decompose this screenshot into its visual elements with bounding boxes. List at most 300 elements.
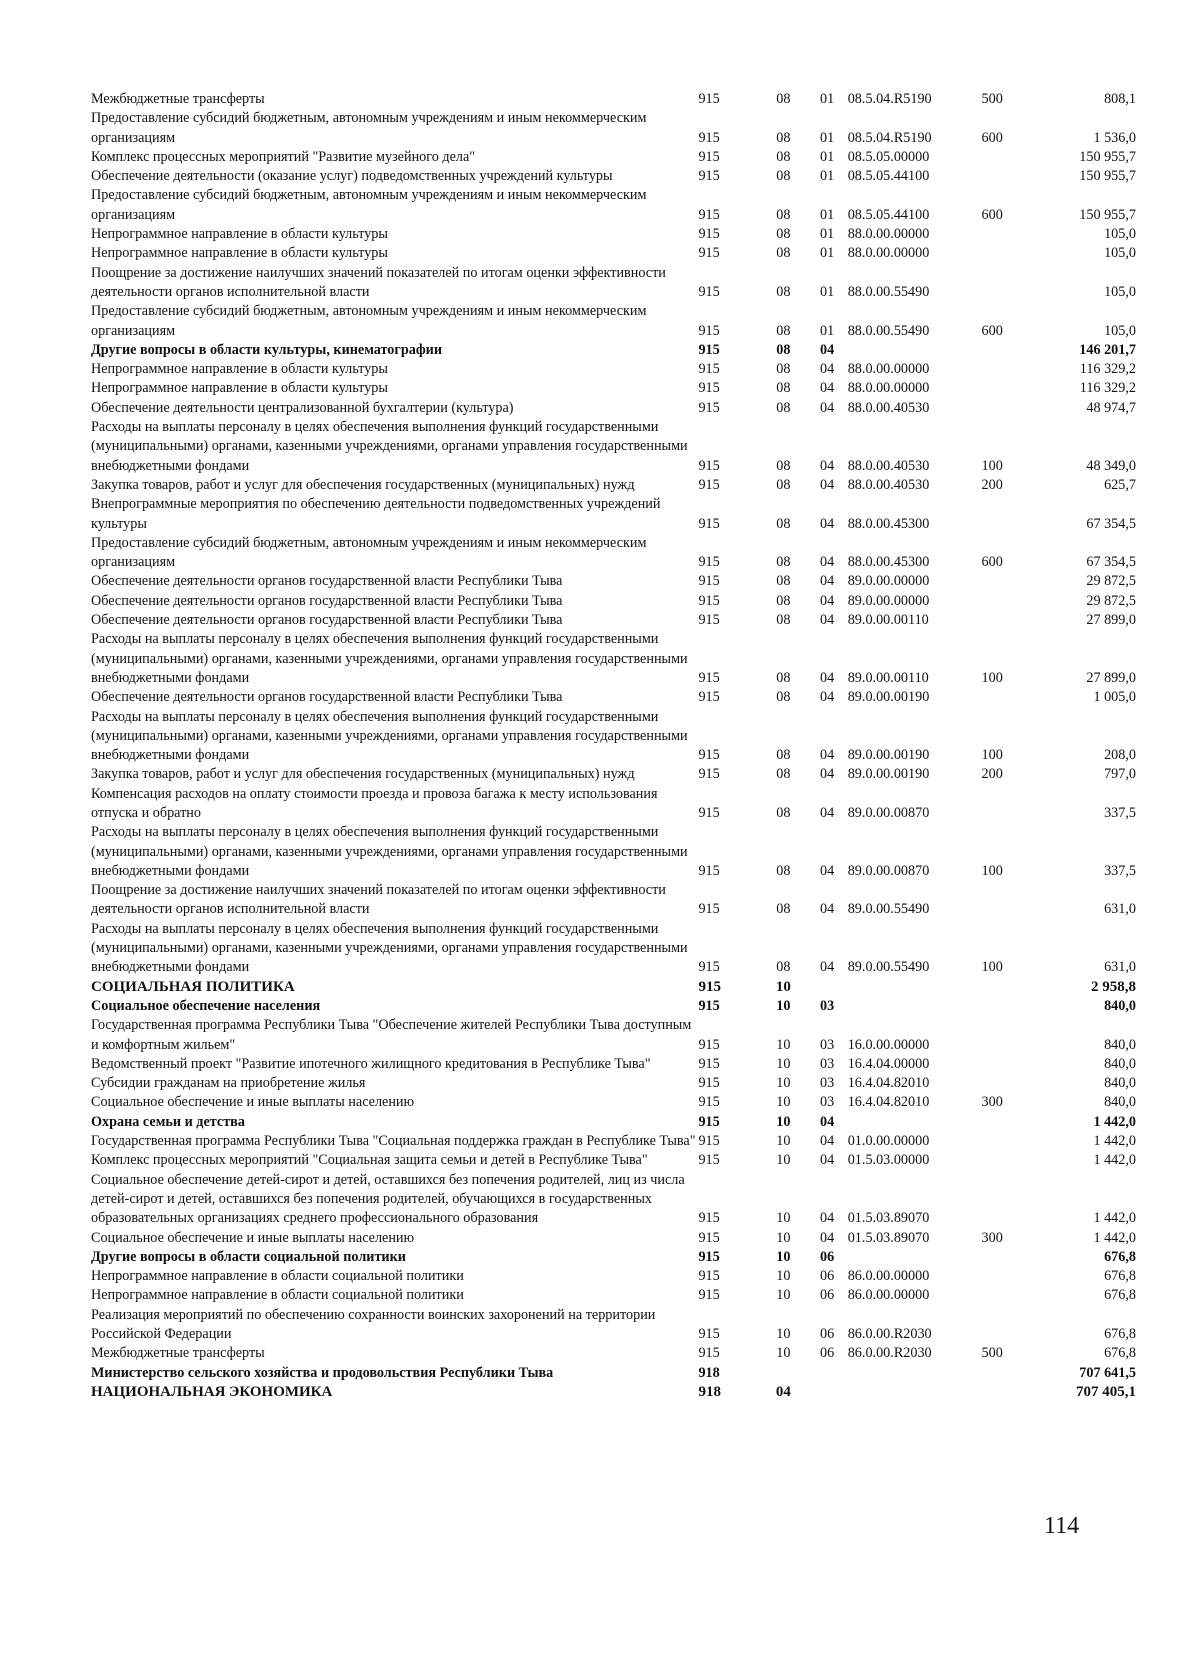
table-row — [91, 572, 1136, 591]
row-name: Непрограммное направление в области культуры — [91, 380, 388, 397]
row-section-code: 10 — [776, 1152, 791, 1169]
row-expense-type-code — [982, 572, 1036, 591]
row-expense-type-code — [982, 1267, 1036, 1286]
row-subsection-code: 04 — [820, 361, 835, 378]
row-subsection-code: 01 — [820, 226, 835, 243]
row-name: Субсидии гражданам на приобретение жилья — [91, 1075, 366, 1092]
row-section-code: 08 — [776, 573, 791, 590]
table-row — [91, 1267, 1136, 1286]
row-expense-type-code: 600 — [981, 129, 1003, 146]
row-grbs-code: 915 — [698, 476, 720, 493]
row-subsection-code: 01 — [820, 245, 835, 262]
row-name: Межбюджетные трансферты — [91, 91, 265, 107]
row-name: Обеспечение деятельности централизованной бухгалтерии (культура) — [91, 399, 514, 416]
row-section-code: 10 — [776, 1055, 791, 1072]
row-target-article-code: 89.0.00.00000 — [847, 592, 930, 609]
row-target-article-code — [848, 1383, 982, 1402]
table-row — [91, 1286, 1136, 1305]
row-name: Непрограммное направление в области культуры — [91, 226, 388, 243]
row-name: Поощрение за достижение наилучших значений показателей по итогам оценки эффективности деятельности органов исполнительной власти — [91, 882, 666, 918]
row-subsection-code: 04 — [820, 959, 835, 976]
row-subsection-code: 03 — [820, 1094, 835, 1111]
table-row — [91, 1016, 1136, 1055]
row-name: Обеспечение деятельности органов государственной власти Республики Тыва — [91, 612, 563, 629]
row-section-code: 10 — [776, 1075, 791, 1092]
row-subsection-code: 04 — [820, 1133, 835, 1150]
row-amount: 707 405,1 — [1076, 1383, 1136, 1400]
row-expense-type-code — [982, 1383, 1036, 1402]
row-amount: 337,5 — [1104, 862, 1136, 879]
row-grbs-code: 915 — [698, 554, 720, 571]
table-row — [91, 630, 1136, 688]
row-grbs-code: 915 — [698, 1152, 720, 1169]
table-row — [91, 148, 1136, 167]
table-row — [91, 302, 1136, 341]
budget-table-body — [91, 90, 1136, 1402]
row-name: Закупка товаров, работ и услуг для обеспечения государственных (муниципальных) нужд — [91, 766, 635, 783]
row-section-code: 08 — [776, 476, 791, 493]
row-name: Закупка товаров, работ и услуг для обеспечения государственных (муниципальных) нужд — [91, 476, 635, 493]
row-expense-type-code: 300 — [981, 1094, 1003, 1111]
row-section-code: 08 — [776, 554, 791, 571]
row-expense-type-code: 100 — [981, 669, 1003, 686]
table-row — [91, 592, 1136, 611]
row-subsection-code: 03 — [820, 1075, 835, 1092]
row-grbs-code: 915 — [698, 689, 720, 706]
row-name: Предоставление субсидий бюджетным, автономным учреждениям и иным некоммерческим организациям — [91, 187, 647, 223]
table-row — [91, 90, 1136, 109]
row-target-article-code: 01.5.03.89070 — [847, 1210, 930, 1227]
row-name: Непрограммное направление в области социальной политики — [91, 1268, 464, 1285]
table-row — [91, 360, 1136, 379]
row-amount: 150 955,7 — [1079, 168, 1136, 185]
row-amount: 676,8 — [1104, 1248, 1136, 1265]
row-amount: 67 354,5 — [1086, 515, 1136, 532]
row-subsection-code: 06 — [820, 1287, 835, 1304]
row-expense-type-code: 100 — [981, 457, 1003, 474]
row-name: Обеспечение деятельности (оказание услуг) подведомственных учреждений культуры — [91, 168, 613, 185]
table-row — [91, 1055, 1136, 1074]
table-row — [91, 1364, 1136, 1383]
row-name: Ведомственный проект "Развитие ипотечного жилищного кредитования в Республике Тыва" — [91, 1055, 651, 1072]
row-subsection-code — [807, 1383, 848, 1402]
row-subsection-code: 01 — [820, 91, 835, 107]
row-amount: 840,0 — [1104, 1075, 1136, 1092]
table-row — [91, 109, 1136, 148]
row-section-code: 10 — [776, 1113, 791, 1130]
table-row — [91, 785, 1136, 824]
row-grbs-code: 915 — [698, 206, 720, 223]
row-name: Обеспечение деятельности органов государственной власти Республики Тыва — [91, 592, 563, 609]
row-subsection-code: 04 — [820, 901, 835, 918]
row-grbs-code: 918 — [698, 1364, 720, 1381]
row-grbs-code: 915 — [698, 901, 720, 918]
row-grbs-code: 915 — [698, 1133, 720, 1150]
row-grbs-code: 915 — [698, 612, 720, 629]
row-grbs-code: 915 — [698, 804, 720, 821]
row-grbs-code: 915 — [698, 148, 720, 165]
row-grbs-code: 915 — [698, 1210, 720, 1227]
row-subsection-code: 04 — [820, 1210, 835, 1227]
row-amount: 1 442,0 — [1093, 1152, 1136, 1169]
row-expense-type-code — [982, 341, 1036, 360]
row-expense-type-code — [982, 1151, 1036, 1170]
row-grbs-code: 915 — [698, 766, 720, 783]
row-target-article-code: 88.0.00.55490 — [847, 322, 930, 339]
row-amount: 840,0 — [1104, 1094, 1136, 1111]
row-grbs-code: 915 — [698, 91, 720, 107]
row-name: Другие вопросы в области социальной политики — [91, 1248, 406, 1265]
table-row — [91, 1074, 1136, 1093]
table-row — [91, 1132, 1136, 1151]
row-name: Министерство сельского хозяйства и продовольствия Республики Тыва — [91, 1364, 554, 1381]
table-row — [91, 1306, 1136, 1345]
row-grbs-code: 915 — [698, 1248, 720, 1265]
row-name: Расходы на выплаты персоналу в целях обеспечения выполнения функций государственными (муниципальными) органами, казенными учреждениями, органами управления государственными внебюджетными фондами — [91, 708, 688, 764]
row-section-code: 08 — [776, 91, 791, 107]
row-target-article-code: 89.0.00.00870 — [847, 804, 930, 821]
row-expense-type-code — [982, 1286, 1036, 1305]
table-row — [91, 1229, 1136, 1248]
row-target-article-code: 88.0.00.40530 — [847, 457, 930, 474]
row-name: Комплекс процессных мероприятий "Социальная защита семьи и детей в Республике Тыва" — [91, 1152, 648, 1169]
row-section-code: 10 — [776, 997, 791, 1014]
row-amount: 105,0 — [1104, 245, 1136, 262]
row-subsection-code: 01 — [820, 322, 835, 339]
row-amount: 1 442,0 — [1093, 1113, 1136, 1130]
row-name: СОЦИАЛЬНАЯ ПОЛИТИКА — [91, 978, 295, 995]
row-grbs-code: 915 — [698, 399, 720, 416]
row-amount: 116 329,2 — [1079, 361, 1136, 378]
row-grbs-code: 915 — [698, 1326, 720, 1342]
row-grbs-code: 915 — [698, 322, 720, 339]
row-section-code: 08 — [776, 129, 791, 146]
row-name: НАЦИОНАЛЬНАЯ ЭКОНОМИКА — [91, 1383, 333, 1400]
row-grbs-code: 915 — [698, 1229, 720, 1246]
row-target-article-code: 08.5.05.44100 — [847, 168, 930, 185]
row-amount: 676,8 — [1104, 1287, 1136, 1304]
row-grbs-code: 915 — [698, 592, 720, 609]
row-amount: 2 958,8 — [1091, 978, 1136, 995]
table-row — [91, 186, 1136, 225]
table-row — [91, 1248, 1136, 1267]
row-amount: 676,8 — [1104, 1268, 1136, 1285]
row-grbs-code: 915 — [698, 226, 720, 243]
table-row — [91, 1093, 1136, 1112]
row-target-article-code — [848, 1364, 982, 1383]
row-subsection-code: 01 — [820, 129, 835, 146]
row-grbs-code: 915 — [698, 515, 720, 532]
row-expense-type-code — [982, 1113, 1036, 1132]
row-grbs-code: 915 — [698, 959, 720, 976]
row-name: Межбюджетные трансферты — [91, 1345, 265, 1362]
row-section-code: 10 — [776, 1287, 791, 1304]
row-section-code: 10 — [776, 1248, 791, 1265]
row-amount: 337,5 — [1104, 804, 1136, 821]
table-row — [91, 1171, 1136, 1229]
row-section-code: 08 — [776, 168, 791, 185]
row-name: Внепрограммные мероприятия по обеспечению деятельности подведомственных учреждений культуры — [91, 496, 661, 532]
row-section-code: 08 — [776, 380, 791, 397]
row-amount: 116 329,2 — [1079, 380, 1136, 397]
row-name: Реализация мероприятий по обеспечению сохранности воинских захоронений на территории Российской Федерации — [91, 1306, 656, 1342]
row-amount: 105,0 — [1104, 226, 1136, 243]
row-grbs-code: 915 — [698, 997, 720, 1014]
row-grbs-code: 918 — [698, 1383, 721, 1400]
row-grbs-code: 915 — [698, 1287, 720, 1304]
row-subsection-code: 04 — [820, 1152, 835, 1169]
row-grbs-code: 915 — [698, 862, 720, 879]
table-row — [91, 341, 1136, 360]
row-amount: 150 955,7 — [1079, 148, 1136, 165]
row-expense-type-code — [982, 1364, 1036, 1383]
row-expense-type-code — [982, 1306, 1036, 1345]
row-expense-type-code — [982, 1055, 1036, 1074]
row-target-article-code: 89.0.00.00000 — [847, 573, 930, 590]
row-subsection-code: 06 — [820, 1326, 835, 1342]
row-grbs-code: 915 — [698, 361, 720, 378]
row-section-code: 08 — [776, 901, 791, 918]
row-amount: 676,8 — [1104, 1345, 1136, 1362]
row-expense-type-code — [982, 1171, 1036, 1229]
row-subsection-code: 04 — [820, 747, 835, 764]
row-amount: 707 641,5 — [1079, 1364, 1136, 1381]
row-target-article-code: 08.5.04.R5190 — [847, 129, 932, 146]
row-section-code: 10 — [776, 1133, 791, 1150]
row-name: Непрограммное направление в области культуры — [91, 361, 388, 378]
row-target-article-code: 89.0.00.00190 — [847, 747, 930, 764]
row-grbs-code: 915 — [698, 1113, 720, 1130]
row-target-article-code: 88.0.00.40530 — [847, 399, 930, 416]
row-expense-type-code — [982, 688, 1036, 707]
row-section-code — [760, 1364, 806, 1383]
row-expense-type-code — [982, 1016, 1036, 1055]
row-section-code: 08 — [776, 322, 791, 339]
row-target-article-code — [848, 1113, 982, 1132]
row-expense-type-code — [982, 592, 1036, 611]
row-subsection-code: 04 — [820, 689, 835, 706]
row-expense-type-code: 500 — [981, 1345, 1003, 1362]
row-target-article-code: 08.5.05.44100 — [847, 206, 930, 223]
row-subsection-code: 04 — [820, 476, 835, 493]
row-section-code: 10 — [776, 1268, 791, 1285]
row-name: Социальное обеспечение населения — [91, 997, 321, 1014]
row-grbs-code: 915 — [698, 747, 720, 764]
row-amount: 67 354,5 — [1086, 554, 1136, 571]
row-expense-type-code: 600 — [981, 322, 1003, 339]
row-section-code: 08 — [776, 766, 791, 783]
row-amount: 631,0 — [1104, 901, 1136, 918]
row-target-article-code: 01.5.03.00000 — [847, 1152, 930, 1169]
row-target-article-code: 89.0.00.00190 — [847, 766, 930, 783]
row-section-code: 08 — [776, 959, 791, 976]
row-grbs-code: 915 — [698, 245, 720, 262]
row-grbs-code: 915 — [698, 380, 720, 397]
row-subsection-code: 04 — [820, 804, 835, 821]
row-amount: 1 442,0 — [1093, 1229, 1136, 1246]
row-expense-type-code — [982, 1248, 1036, 1267]
row-name: Социальное обеспечение детей-сирот и детей, оставшихся без попечения родителей, лиц из числа детей-сирот и детей, оставшихся без попечения родителей, обучающихся в государственных образовательных организациях среднего профессионального образования — [91, 1171, 685, 1227]
row-amount: 1 442,0 — [1093, 1210, 1136, 1227]
row-section-code: 08 — [776, 361, 791, 378]
row-subsection-code: 04 — [820, 341, 835, 358]
row-expense-type-code — [982, 1132, 1036, 1151]
table-row — [91, 418, 1136, 476]
row-section-code: 08 — [776, 612, 791, 629]
row-section-code: 08 — [776, 283, 791, 300]
table-row — [91, 379, 1136, 398]
row-target-article-code: 88.0.00.45300 — [847, 515, 930, 532]
row-subsection-code: 01 — [820, 168, 835, 185]
row-name: Социальное обеспечение и иные выплаты населению — [91, 1229, 415, 1246]
row-subsection-code: 04 — [820, 592, 835, 609]
row-name: Охрана семьи и детства — [91, 1113, 245, 1130]
row-section-code: 10 — [776, 1229, 791, 1246]
row-expense-type-code — [982, 611, 1036, 630]
row-grbs-code: 915 — [698, 1268, 720, 1285]
row-name: Государственная программа Республики Тыва "Социальная поддержка граждан в Республике Тыва" — [91, 1133, 696, 1150]
table-row — [91, 1151, 1136, 1170]
row-subsection-code: 06 — [820, 1345, 835, 1362]
table-row — [91, 1383, 1136, 1402]
row-name: Расходы на выплаты персоналу в целях обеспечения выполнения функций государственными (муниципальными) органами, казенными учреждениями, органами управления государственными внебюджетными фондами — [91, 920, 688, 976]
table-row — [91, 225, 1136, 244]
row-grbs-code: 915 — [698, 1036, 720, 1053]
row-section-code: 08 — [776, 515, 791, 532]
row-expense-type-code — [982, 495, 1036, 534]
row-section-code: 08 — [776, 399, 791, 416]
row-grbs-code: 915 — [698, 573, 720, 590]
row-subsection-code: 04 — [820, 554, 835, 571]
row-grbs-code: 915 — [698, 1075, 720, 1092]
table-row — [91, 920, 1136, 978]
row-expense-type-code: 100 — [981, 959, 1003, 976]
row-name: Обеспечение деятельности органов государственной власти Республики Тыва — [91, 689, 563, 706]
row-subsection-code: 04 — [820, 1113, 835, 1130]
row-expense-type-code: 600 — [981, 206, 1003, 223]
row-expense-type-code — [982, 978, 1036, 997]
table-row — [91, 823, 1136, 881]
row-subsection-code: 03 — [820, 997, 835, 1014]
row-name: Компенсация расходов на оплату стоимости проезда и провоза багажа к месту использования отпуска и обратно — [91, 785, 658, 821]
row-target-article-code: 88.0.00.45300 — [847, 554, 930, 571]
row-section-code: 08 — [776, 592, 791, 609]
row-amount: 150 955,7 — [1079, 206, 1136, 223]
row-expense-type-code — [982, 148, 1036, 167]
table-row — [91, 997, 1136, 1016]
row-subsection-code — [807, 978, 848, 997]
row-subsection-code: 04 — [820, 515, 835, 532]
row-name: Комплекс процессных мероприятий "Развитие музейного дела" — [91, 148, 476, 165]
row-target-article-code — [848, 1248, 982, 1267]
row-grbs-code: 915 — [698, 283, 720, 300]
row-grbs-code: 915 — [698, 978, 721, 995]
row-grbs-code: 915 — [698, 1055, 720, 1072]
row-subsection-code: 04 — [820, 399, 835, 416]
row-section-code: 08 — [776, 245, 791, 262]
row-amount: 48 974,7 — [1086, 399, 1136, 416]
row-section-code: 04 — [775, 1383, 791, 1400]
row-expense-type-code — [982, 379, 1036, 398]
row-amount: 1 442,0 — [1093, 1133, 1136, 1150]
row-target-article-code: 88.0.00.40530 — [847, 476, 930, 493]
row-section-code: 10 — [776, 1345, 791, 1362]
row-name: Государственная программа Республики Тыва "Обеспечение жителей Республики Тыва доступным и комфортным жильем" — [91, 1017, 692, 1053]
row-subsection-code: 04 — [820, 573, 835, 590]
row-expense-type-code: 100 — [981, 862, 1003, 879]
table-row — [91, 476, 1136, 495]
row-expense-type-code — [982, 360, 1036, 379]
row-target-article-code — [848, 997, 982, 1016]
row-target-article-code: 16.0.00.00000 — [847, 1036, 930, 1053]
table-row — [91, 765, 1136, 784]
row-amount: 29 872,5 — [1086, 592, 1136, 609]
row-expense-type-code: 200 — [981, 476, 1003, 493]
row-target-article-code: 89.0.00.00190 — [847, 689, 930, 706]
row-subsection-code: 01 — [820, 206, 835, 223]
row-expense-type-code — [982, 264, 1036, 303]
row-expense-type-code: 200 — [981, 766, 1003, 783]
row-target-article-code: 89.0.00.00110 — [847, 669, 929, 686]
row-expense-type-code: 600 — [981, 554, 1003, 571]
row-target-article-code: 08.5.04.R5190 — [847, 91, 932, 107]
row-target-article-code: 16.4.04.00000 — [847, 1055, 930, 1072]
row-expense-type-code — [982, 785, 1036, 824]
table-row — [91, 399, 1136, 418]
row-target-article-code: 89.0.00.00870 — [847, 862, 930, 879]
row-section-code: 10 — [776, 1326, 791, 1342]
row-section-code: 08 — [776, 804, 791, 821]
row-target-article-code: 88.0.00.00000 — [847, 361, 930, 378]
row-grbs-code: 915 — [698, 341, 720, 358]
table-row — [91, 881, 1136, 920]
row-amount: 676,8 — [1104, 1326, 1136, 1342]
row-target-article-code: 88.0.00.00000 — [847, 380, 930, 397]
row-expense-type-code — [982, 881, 1036, 920]
row-name: Предоставление субсидий бюджетным, автономным учреждениям и иным некоммерческим организациям — [91, 303, 647, 339]
row-name: Расходы на выплаты персоналу в целях обеспечения выполнения функций государственными (муниципальными) органами, казенными учреждениями, органами управления государственными внебюджетными фондами — [91, 631, 688, 686]
row-target-article-code: 08.5.05.00000 — [847, 148, 930, 165]
table-row — [91, 978, 1136, 997]
row-subsection-code: 01 — [820, 283, 835, 300]
row-target-article-code: 01.5.03.89070 — [847, 1229, 930, 1246]
row-amount: 840,0 — [1104, 1055, 1136, 1072]
row-grbs-code: 915 — [698, 129, 720, 146]
row-subsection-code: 03 — [820, 1055, 835, 1072]
row-section-code: 08 — [776, 206, 791, 223]
row-amount: 1 536,0 — [1093, 129, 1136, 146]
row-amount: 48 349,0 — [1086, 457, 1136, 474]
row-target-article-code: 16.4.04.82010 — [847, 1075, 930, 1092]
row-expense-type-code — [982, 399, 1036, 418]
row-subsection-code: 06 — [820, 1268, 835, 1285]
row-target-article-code: 01.0.00.00000 — [847, 1133, 930, 1150]
row-section-code: 08 — [776, 457, 791, 474]
row-subsection-code: 04 — [820, 862, 835, 879]
row-expense-type-code — [982, 167, 1036, 186]
row-name: Другие вопросы в области культуры, кинематографии — [91, 341, 442, 358]
row-grbs-code: 915 — [698, 669, 720, 686]
row-subsection-code: 03 — [820, 1036, 835, 1053]
row-name: Непрограммное направление в области культуры — [91, 245, 388, 262]
budget-table — [91, 90, 1136, 1402]
row-subsection-code: 06 — [820, 1248, 835, 1265]
row-subsection-code: 04 — [820, 766, 835, 783]
table-row — [91, 534, 1136, 573]
row-name: Обеспечение деятельности органов государственной власти Республики Тыва — [91, 573, 563, 590]
row-target-article-code: 86.0.00.00000 — [847, 1268, 930, 1285]
row-subsection-code: 04 — [820, 457, 835, 474]
